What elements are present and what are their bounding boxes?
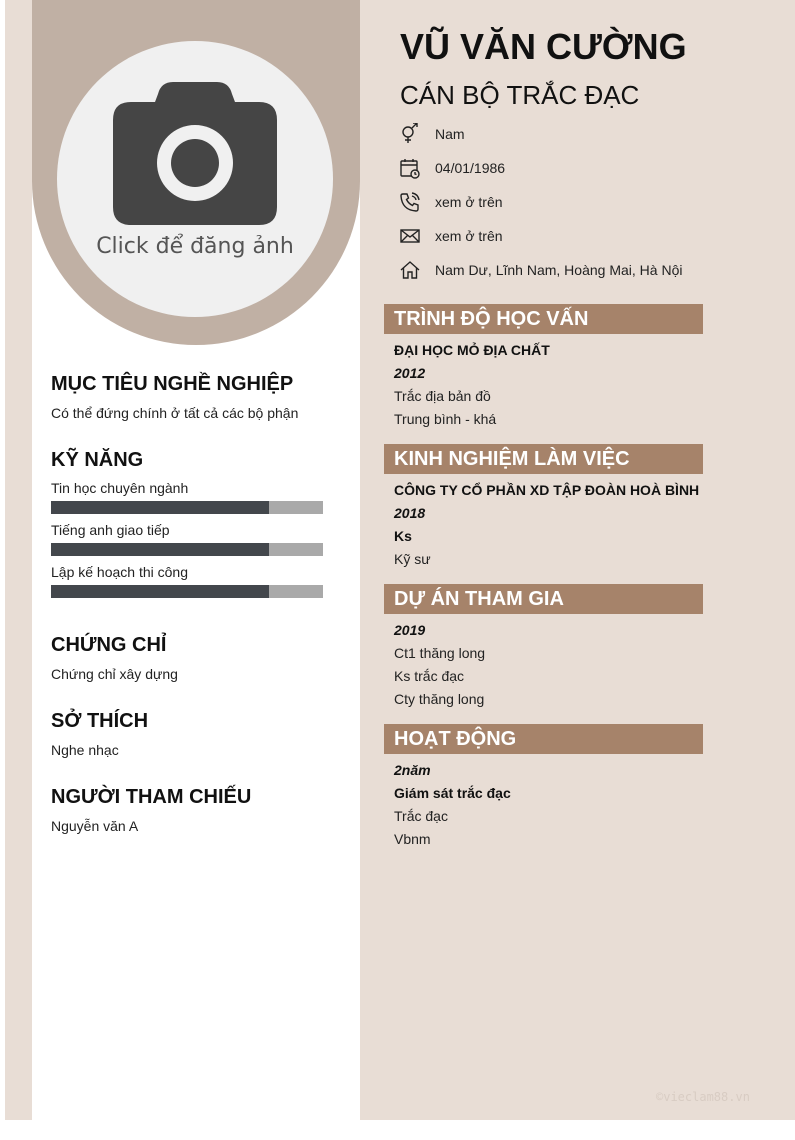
- skill-bar: [51, 585, 323, 598]
- birthdate-row: [399, 157, 505, 179]
- activities-heading: HOẠT ĐỘNG: [384, 724, 703, 754]
- activities-role: Giám sát trắc đạc: [394, 785, 511, 801]
- objective-text: Có thể đứng chính ở tất cả các bộ phận: [51, 405, 299, 421]
- skill-level-fill: [51, 501, 269, 514]
- activities-line: Trắc đạc: [394, 808, 448, 824]
- certificates-heading: CHỨNG CHỈ: [51, 634, 167, 656]
- projects-line: Cty thăng long: [394, 691, 485, 707]
- references-section: [51, 786, 341, 834]
- home-icon: [399, 259, 421, 281]
- education-major: Trắc địa bản đồ: [394, 388, 491, 404]
- education-year: 2012: [394, 365, 426, 381]
- references-heading: NGƯỜI THAM CHIẾU: [51, 786, 252, 808]
- envelope-icon: [399, 225, 421, 247]
- skills-section: [51, 449, 341, 598]
- objective-heading: MỤC TIÊU NGHỀ NGHIỆP: [51, 373, 294, 395]
- references-text: Nguyễn văn A: [51, 818, 139, 834]
- skill-level-fill: [51, 543, 269, 556]
- email-row: [399, 225, 503, 247]
- skill-name: Tin học chuyên ngành: [51, 480, 189, 496]
- experience-position: Ks: [394, 528, 412, 544]
- email-value: xem ở trên: [435, 228, 503, 244]
- skill-name: Tiếng anh giao tiếp: [51, 522, 170, 538]
- skill-name: Lập kế hoạch thi công: [51, 564, 188, 580]
- certificates-text: Chứng chỉ xây dựng: [51, 666, 178, 682]
- hobbies-section: [51, 710, 341, 758]
- projects-line: Ks trắc đạc: [394, 668, 465, 684]
- education-school: ĐẠI HỌC MỎ ĐỊA CHẤT: [394, 342, 550, 358]
- phone-value: xem ở trên: [435, 194, 503, 210]
- projects-heading: DỰ ÁN THAM GIA: [384, 584, 703, 614]
- job-title: CÁN BỘ TRẮC ĐẠC: [400, 80, 640, 110]
- skill-bar: [51, 543, 323, 556]
- camera-icon: [113, 82, 277, 225]
- hobbies-text: Nghe nhạc: [51, 742, 119, 758]
- activities-line: Vbnm: [394, 831, 431, 847]
- projects-year: 2019: [394, 622, 426, 638]
- photo-upload-label: Click để đăng ảnh: [96, 234, 294, 259]
- skill-level-fill: [51, 585, 269, 598]
- certificates-section: [51, 634, 341, 682]
- birthdate-value: 04/01/1986: [435, 160, 506, 176]
- objective-section: [51, 373, 341, 421]
- skills-heading: KỸ NĂNG: [51, 449, 144, 471]
- address-value: Nam Dư, Lĩnh Nam, Hoàng Mai, Hà Nội: [435, 262, 683, 278]
- phone-row: [399, 191, 503, 213]
- activities-duration: 2năm: [394, 762, 431, 778]
- education-heading: TRÌNH ĐỘ HỌC VẤN: [384, 304, 703, 334]
- gender-value: Nam: [435, 126, 465, 142]
- photo-upload[interactable]: [57, 41, 333, 317]
- gender-icon: [399, 123, 421, 145]
- watermark: ©vieclam88.vn: [656, 1090, 750, 1104]
- experience-company: CÔNG TY CỔ PHẦN XD TẬP ĐOÀN HOÀ BÌNH: [394, 482, 700, 498]
- skill-bar: [51, 501, 323, 514]
- phone-icon: [399, 191, 421, 213]
- candidate-name: VŨ VĂN CƯỜNG: [400, 26, 687, 67]
- experience-heading: KINH NGHIỆM LÀM VIỆC: [384, 444, 703, 474]
- experience-year: 2018: [394, 505, 426, 521]
- calendar-icon: [399, 157, 421, 179]
- education-grade: Trung bình - khá: [394, 411, 497, 427]
- experience-description: Kỹ sư: [394, 551, 431, 567]
- gender-row: [399, 123, 465, 145]
- hobbies-heading: SỞ THÍCH: [51, 710, 149, 732]
- projects-line: Ct1 thăng long: [394, 645, 486, 661]
- address-row: [399, 259, 682, 281]
